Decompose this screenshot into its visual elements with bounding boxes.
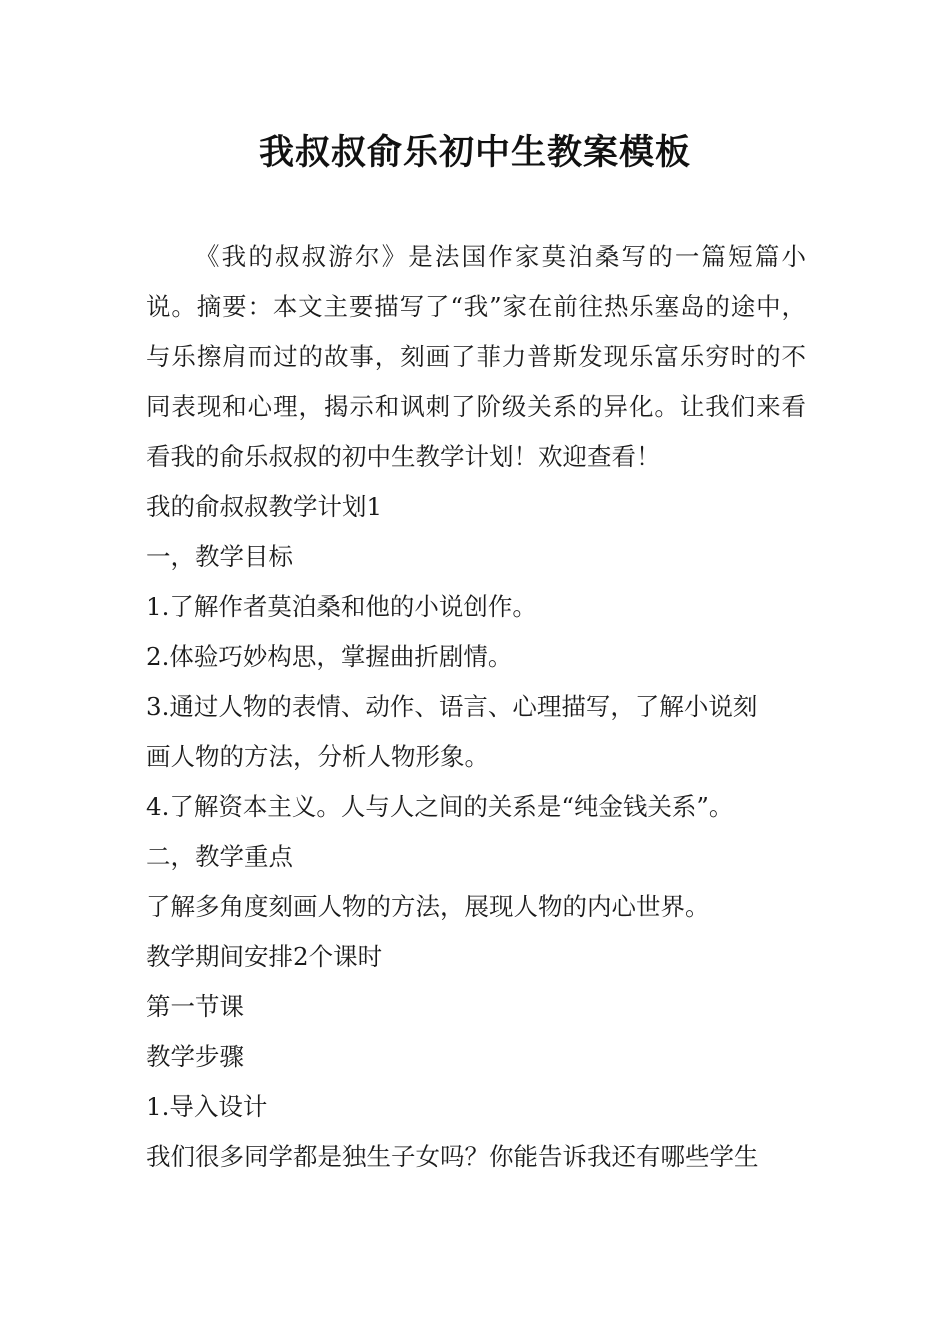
- goal-item-4: 4.了解资本主义。人与人之间的关系是“纯金钱关系”。: [146, 792, 734, 821]
- goal-item-1: 1.了解作者莫泊桑和他的小说创作。: [146, 592, 537, 621]
- goal-item-2: 2.体验巧妙构思，掌握曲折剧情。: [146, 642, 513, 671]
- intro-paragraph: 《我的叔叔游尔》是法国作家莫泊桑写的一篇短篇小说。摘要：本文主要描写了“我”家在前往热乐塞岛的途中，与乐擦肩而过的故事，刻画了菲力普斯发现乐富乐穷时的不同表现和心理，揭示和讽刺了阶级关系的异化。让我们来看看我的俞乐叔叔的初中生教学计划！欢迎查看！: [146, 242, 806, 471]
- goal-item-3-line-1: 3.通过人物的表情、动作、语言、心理描写，了解小说刻: [146, 692, 758, 721]
- schedule-text: 教学期间安排2个课时: [146, 942, 383, 971]
- step-text: 我们很多同学都是独生子女吗？你能告诉我还有哪些学生: [146, 1142, 759, 1171]
- goal-item-3-line-2: 画人物的方法，分析人物形象。: [146, 742, 489, 771]
- focus-text: 了解多角度刻画人物的方法，展现人物的内心世界。: [146, 892, 710, 921]
- document-title: 我叔叔俞乐初中生教案模板: [258, 133, 691, 173]
- steps-heading: 教学步骤: [146, 1042, 244, 1071]
- document-body: [146, 232, 806, 1182]
- section-heading-goals: 一，教学目标: [146, 542, 293, 571]
- lesson-heading: 第一节课: [146, 992, 244, 1021]
- section-heading-focus: 二，教学重点: [146, 842, 293, 871]
- step-item-1: 1.导入设计: [146, 1092, 268, 1121]
- plan-heading: 我的俞叔叔教学计划1: [146, 492, 383, 521]
